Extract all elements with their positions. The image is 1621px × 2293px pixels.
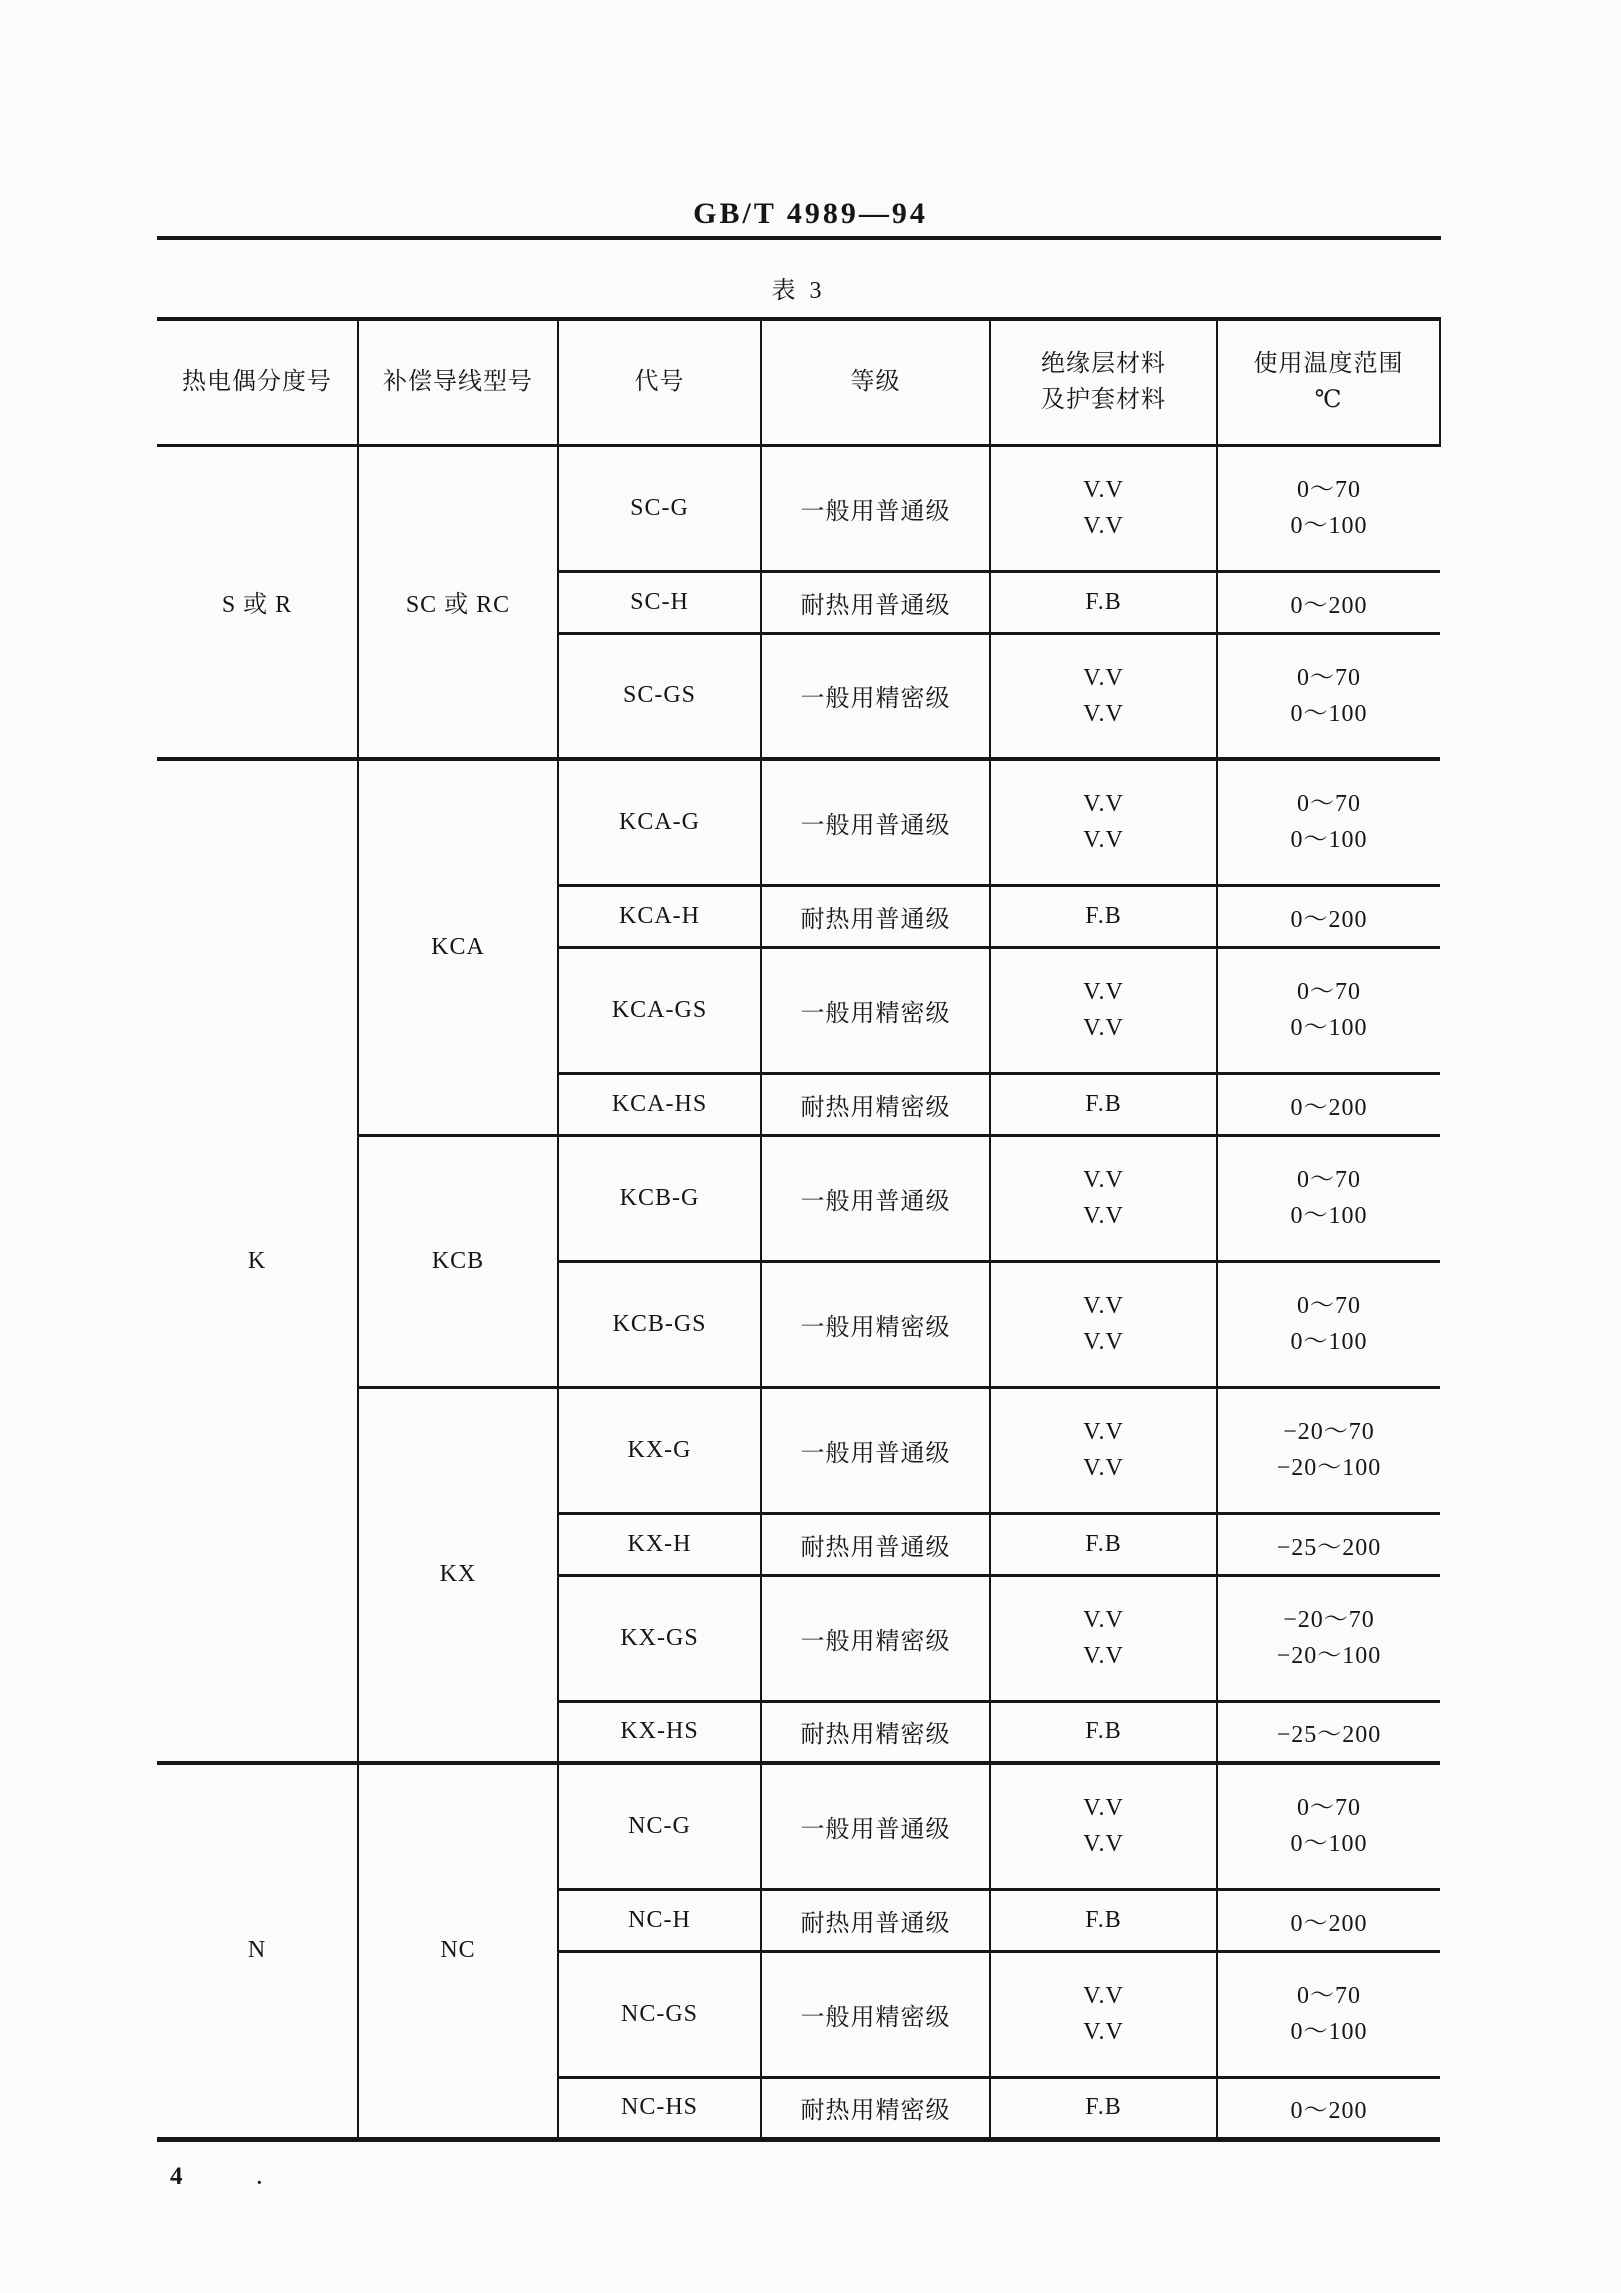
header-material-line2: 及护套材料	[1041, 387, 1166, 414]
header-material	[990, 319, 1217, 445]
cell-code: KX-H	[558, 1513, 761, 1575]
cell-code: KX-G	[558, 1387, 761, 1513]
cell-temp-range: 0～200	[1217, 1073, 1440, 1135]
cell-grade: 耐热用精密级	[761, 2077, 990, 2139]
header-temp-range	[1217, 319, 1440, 445]
cell-temp-range: −20～70 −20～100	[1217, 1575, 1440, 1701]
cell-temp-range: 0～70 0～100	[1217, 445, 1440, 571]
cell-material: V.V V.V	[990, 445, 1217, 571]
cell-material: F.B	[990, 885, 1217, 947]
page-number: 4	[170, 2163, 183, 2190]
cell-grade: 一般用普通级	[761, 1763, 990, 1889]
header-material-line1: 绝缘层材料	[1041, 351, 1166, 378]
cell-temp-range: −20～70 −20～100	[1217, 1387, 1440, 1513]
cell-temp-range: 0～70 0～100	[1217, 1951, 1440, 2077]
cell-material: V.V V.V	[990, 1135, 1217, 1261]
cell-grade: 一般用普通级	[761, 445, 990, 571]
header-index-no: 热电偶分度号	[182, 369, 332, 396]
cell-code: KX-GS	[558, 1575, 761, 1701]
cell-index-no: K	[157, 759, 358, 1763]
cell-index-no: N	[157, 1763, 358, 2139]
cell-material: F.B	[990, 571, 1217, 633]
cell-grade: 耐热用普通级	[761, 885, 990, 947]
cell-material: V.V V.V	[990, 1763, 1217, 1889]
cell-temp-range: 0～70 0～100	[1217, 633, 1440, 759]
cell-material: V.V V.V	[990, 1261, 1217, 1387]
cell-grade: 一般用精密级	[761, 1261, 990, 1387]
cell-temp-range: 0～70 0～100	[1217, 1135, 1440, 1261]
cell-code: KCA-G	[558, 759, 761, 885]
cell-wire-model: KX	[358, 1387, 558, 1763]
standard-code-title: GB/T 4989—94	[693, 197, 928, 230]
cell-material: V.V V.V	[990, 633, 1217, 759]
table-caption: 表 3	[771, 278, 826, 304]
cell-wire-model: NC	[358, 1763, 558, 2139]
cell-wire-model: SC 或 RC	[358, 445, 558, 759]
cell-grade: 一般用精密级	[761, 947, 990, 1073]
cell-material: V.V V.V	[990, 1951, 1217, 2077]
cell-grade: 耐热用精密级	[761, 1701, 990, 1763]
cell-code: SC-GS	[558, 633, 761, 759]
header-code: 代号	[558, 319, 761, 445]
cell-material: F.B	[990, 1073, 1217, 1135]
cell-grade: 一般用普通级	[761, 759, 990, 885]
cell-code: SC-H	[558, 571, 761, 633]
cell-grade: 一般用普通级	[761, 1387, 990, 1513]
header-grade: 等级	[761, 319, 990, 445]
title-divider-rule	[157, 236, 1441, 240]
header-wire-model: 补偿导线型号	[358, 319, 558, 445]
cell-material: V.V V.V	[990, 1387, 1217, 1513]
cell-material: V.V V.V	[990, 1575, 1217, 1701]
cell-code: NC-HS	[558, 2077, 761, 2139]
cell-grade: 一般用普通级	[761, 1135, 990, 1261]
table-row	[157, 445, 1440, 571]
cell-grade: 耐热用普通级	[761, 1889, 990, 1951]
cell-code: NC-G	[558, 1763, 761, 1889]
cell-grade: 一般用精密级	[761, 1575, 990, 1701]
cell-wire-model: KCB	[358, 1135, 558, 1387]
cell-temp-range: 0～70 0～100	[1217, 947, 1440, 1073]
cell-temp-range: 0～70 0～100	[1217, 759, 1440, 885]
cell-temp-range: −25～200	[1217, 1513, 1440, 1575]
cell-grade: 一般用精密级	[761, 1951, 990, 2077]
cell-grade: 耐热用普通级	[761, 1513, 990, 1575]
cell-material: V.V V.V	[990, 947, 1217, 1073]
cell-code: KX-HS	[558, 1701, 761, 1763]
cell-temp-range: 0～70 0～100	[1217, 1763, 1440, 1889]
cell-temp-range: 0～200	[1217, 571, 1440, 633]
cell-material: F.B	[990, 2077, 1217, 2139]
cell-grade: 一般用精密级	[761, 633, 990, 759]
cell-temp-range: 0～200	[1217, 1889, 1440, 1951]
cell-temp-range: 0～200	[1217, 2077, 1440, 2139]
table-row	[157, 1763, 1440, 1889]
cell-code: NC-GS	[558, 1951, 761, 2077]
cell-code: KCA-GS	[558, 947, 761, 1073]
cell-material: V.V V.V	[990, 759, 1217, 885]
page-number-dot: ·	[256, 2172, 263, 2194]
header-row	[157, 319, 1440, 445]
cell-wire-model: KCA	[358, 759, 558, 1135]
compensation-wire-table	[157, 317, 1441, 2142]
cell-material: F.B	[990, 1513, 1217, 1575]
cell-index-no: S 或 R	[157, 445, 358, 759]
cell-material: F.B	[990, 1701, 1217, 1763]
cell-temp-range: 0～70 0～100	[1217, 1261, 1440, 1387]
cell-code: KCB-G	[558, 1135, 761, 1261]
cell-material: F.B	[990, 1889, 1217, 1951]
cell-code: KCA-H	[558, 885, 761, 947]
cell-temp-range: 0～200	[1217, 885, 1440, 947]
cell-code: SC-G	[558, 445, 761, 571]
cell-code: KCB-GS	[558, 1261, 761, 1387]
cell-code: NC-H	[558, 1889, 761, 1951]
header-temp-unit: ℃	[1314, 387, 1343, 414]
cell-code: KCA-HS	[558, 1073, 761, 1135]
header-temp-line1: 使用温度范围	[1253, 351, 1404, 378]
cell-grade: 耐热用普通级	[761, 571, 990, 633]
table-row	[157, 759, 1440, 885]
cell-temp-range: −25～200	[1217, 1701, 1440, 1763]
cell-grade: 耐热用精密级	[761, 1073, 990, 1135]
